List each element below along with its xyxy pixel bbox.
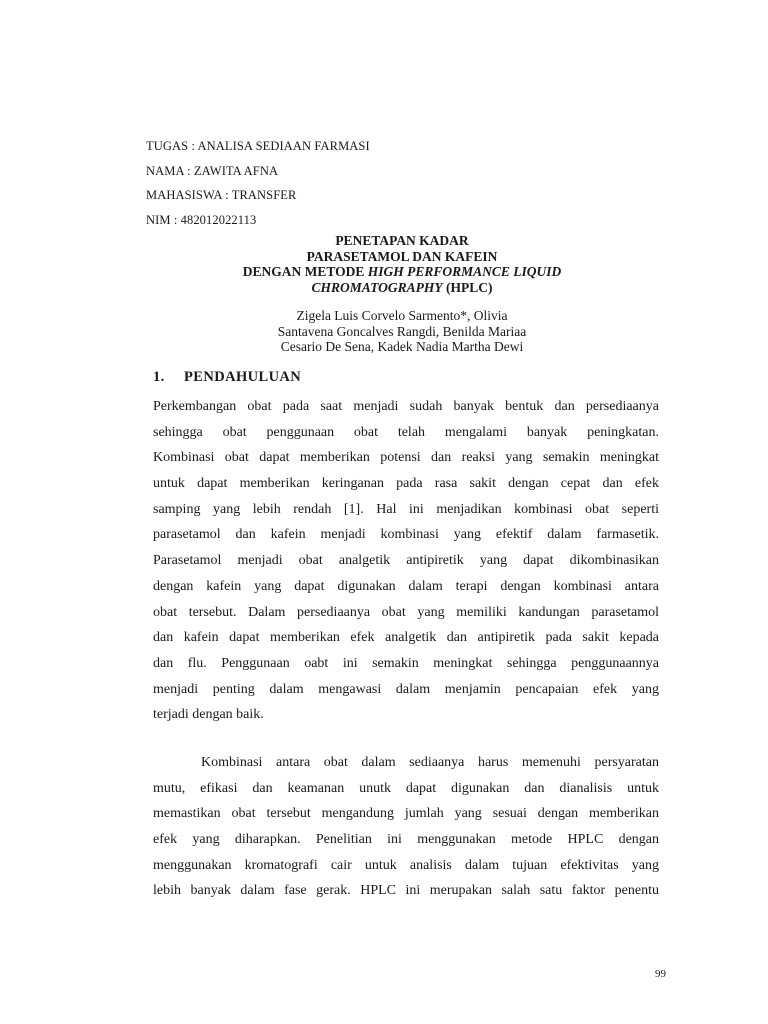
title-line-3-prefix: DENGAN METODE <box>242 264 368 279</box>
text-line: Kombinasi antara obat dalam sediaanya harus memenuhi persyaratan <box>201 755 659 770</box>
text-line: terjadi dengan baik. <box>153 707 264 723</box>
title-line-2: PARASETAMOL DAN KAFEIN <box>306 248 498 264</box>
text-line: Parasetamol menjadi obat analgetik antipiretik yang dapat dikombinasikan <box>153 553 659 569</box>
author-line: Santavena Goncalves Rangdi, Benilda Mariaa <box>277 323 527 339</box>
section-heading <box>153 369 301 386</box>
text-line: untuk dapat memberikan keringanan pada rasa sakit dengan cepat dan efek <box>153 476 659 492</box>
text-line: menggunakan kromatografi cair untuk analisis dalam tujuan efektivitas yang <box>153 857 659 873</box>
text-line: Perkembangan obat pada saat menjadi sudah banyak bentuk dan persediaanya <box>153 399 659 414</box>
text-line: dan flu. Penggunaan oabt ini semakin meningkat sehingga penggunaannya <box>153 655 659 671</box>
title-line-3 <box>146 264 658 280</box>
paragraph-1 <box>153 394 659 728</box>
title-line-4-italic: CHROMATOGRAPHY <box>311 279 443 295</box>
text-line: parasetamol dan kafein menjadi kombinasi yang efektif dalam farmasetik. <box>153 527 659 543</box>
title-line-1: PENETAPAN KADAR <box>335 233 469 248</box>
title-line-4 <box>146 280 658 296</box>
text-line: dan kafein dapat memberikan efek analgetik dan antipiretik pada sakit kepada <box>153 630 659 646</box>
text-line: Kombinasi obat dapat memberikan potensi dan reaksi yang semakin meningkat <box>153 450 659 466</box>
section-title: PENDAHULUAN <box>184 369 302 385</box>
text-line: mutu, efikasi dan keamanan unutk dapat digunakan dan dianalisis untuk <box>153 780 659 796</box>
page-number: 99 <box>655 968 666 980</box>
paragraph-2 <box>153 750 659 904</box>
text-line: sehingga obat penggunaan obat telah mengalami banyak peningkatan. <box>153 424 659 440</box>
text-line: obat tersebut. Dalam persediaanya obat yang memiliki kandungan parasetamol <box>153 604 659 620</box>
title-line-4-suffix: (HPLC) <box>442 279 493 295</box>
text-line: menjadi penting dalam mengawasi dalam menjamin pencapaian efek yang <box>153 681 659 697</box>
title-line-3-italic: HIGH PERFORMANCE LIQUID <box>367 264 562 279</box>
text-line: lebih banyak dalam fase gerak. HPLC ini merupakan salah satu faktor penentu <box>153 883 659 899</box>
author-line: Zigela Luis Corvelo Sarmento*, Olivia <box>296 308 508 323</box>
paper-title <box>146 233 658 295</box>
text-line: dengan kafein yang dapat digunakan dalam terapi dengan kombinasi antara <box>153 578 659 594</box>
text-line: memastikan obat tersebut mengandung jumlah yang sesuai dengan memberikan <box>153 806 659 822</box>
text-line: samping yang lebih rendah [1]. Hal ini menjadikan kombinasi obat seperti <box>153 501 659 517</box>
author-list <box>146 308 658 355</box>
assignment-line: TUGAS : ANALISA SEDIAAN FARMASI <box>146 139 370 153</box>
student-info <box>146 134 646 232</box>
name-line: NAMA : ZAWITA AFNA <box>146 163 279 178</box>
student-id-line: NIM : 482012022113 <box>146 212 257 227</box>
author-line: Cesario De Sena, Kadek Nadia Martha Dewi <box>280 339 524 354</box>
section-number: 1. <box>153 369 165 385</box>
text-line: efek yang diharapkan. Penelitian ini menggunakan metode HPLC dengan <box>153 832 659 848</box>
student-status-line: MAHASISWA : TRANSFER <box>146 188 297 202</box>
